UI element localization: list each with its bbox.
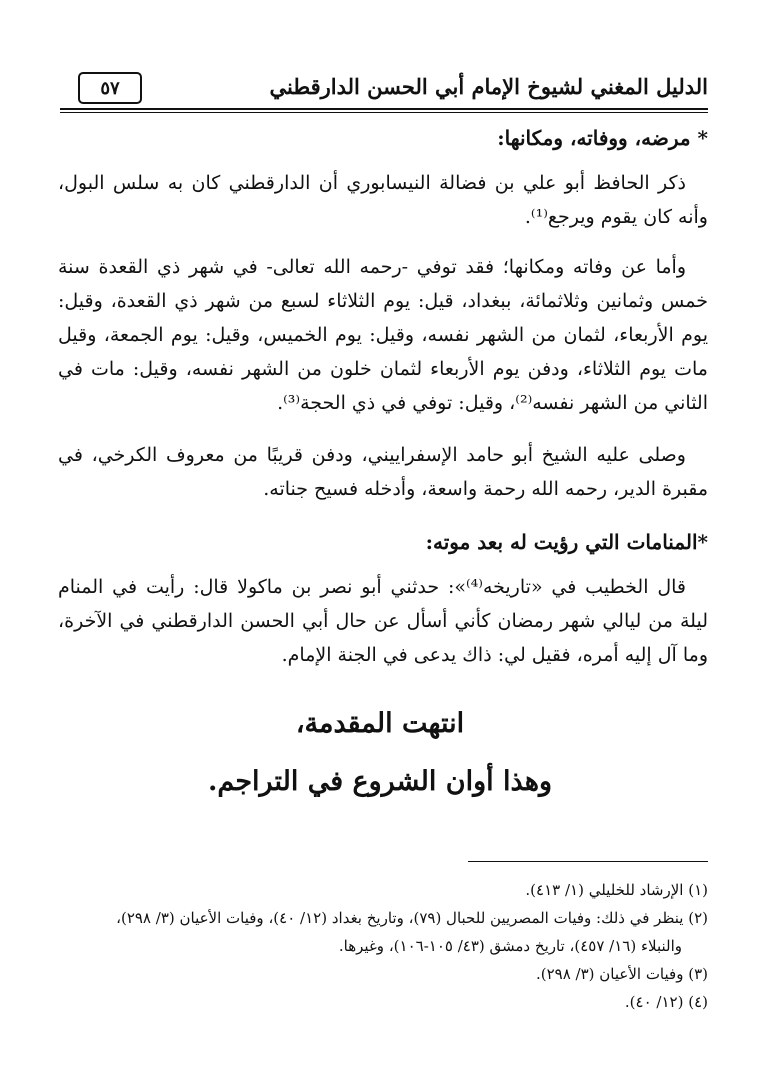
section-body-burial — [58, 438, 708, 506]
header-rule-thin — [60, 112, 708, 113]
section-heading-illness-death: * مرضه، ووفاته، ومكانها: — [497, 126, 708, 150]
header-rule — [60, 108, 708, 110]
section-body-death-date — [58, 250, 708, 420]
footnote-2: (٢) ينظر في ذلك: وفيات المصريين للحبال (٧٩)، وتاريخ بغداد (١٢/ ٤٠)، وفيات الأعيان (٣/ ٢٩٨)، — [116, 909, 708, 927]
section-heading-dreams: *المنامات التي رؤيت له بعد موته: — [425, 530, 708, 554]
closing-line-2: وهذا أوان الشروع في التراجم. — [207, 766, 553, 797]
closing-line-1: انتهت المقدمة، — [295, 708, 465, 739]
running-header — [60, 70, 708, 110]
running-header-title: الدليل المغني لشيوخ الإمام أبي الحسن الدارقطني — [269, 74, 708, 99]
footnote-4: (٤) (١٢/ ٤٠). — [624, 993, 708, 1011]
footnotes — [48, 876, 708, 1016]
section-body-illness-death — [58, 166, 708, 234]
page-number: ٥٧ — [100, 77, 120, 99]
paragraph: ذكر الحافظ أبو علي بن فضالة النيسابوري أن الدارقطني كان به سلس البول، وأنه كان يقوم ويرجع⁽¹⁾. — [58, 172, 708, 228]
paragraph: قال الخطيب في «تاريخه⁽⁴⁾»: حدثني أبو نصر بن ماكولا قال: رأيت في المنام ليلة من ليالي شهر رمضان كأني أسأل عن حال أبي الحسن الدارقطني في الآخرة، وما آل إليه أمره، فقيل لي: ذاك يدعى في الجنة الإمام. — [58, 576, 708, 666]
footnote-separator — [468, 861, 708, 862]
page-number-box — [78, 72, 142, 104]
footnote-1: (١) الإرشاد للخليلي (١/ ٤١٣). — [525, 881, 708, 899]
section-body-dreams — [58, 570, 708, 672]
paragraph: وصلى عليه الشيخ أبو حامد الإسفراييني، ودفن قريبًا من معروف الكرخي، في مقبرة الدير، رحمه الله رحمة واسعة، وأدخله فسيح جناته. — [58, 444, 708, 500]
footnote-3: (٣) وفيات الأعيان (٣/ ٢٩٨). — [535, 965, 708, 983]
footnote-2-continued: والنبلاء (١٦/ ٤٥٧)، تاريخ دمشق (٤٣/ ١٠٥-١٠٦)، وغيرها. — [338, 937, 682, 955]
paragraph: وأما عن وفاته ومكانها؛ فقد توفي -رحمه الله تعالى- في شهر ذي القعدة سنة خمس وثمانين وثلاثمائة، ببغداد، قيل: يوم الثلاثاء لسبع من شهر ذي القعدة، وقيل: يوم الأربعاء، لثمان من الشهر نفسه، وقيل: يوم الخميس، وقيل: يوم الجمعة، وقيل مات يوم الثلاثاء، ودفن يوم الأربعاء لثمان خلون من الشهر نفسه، وقيل: مات في الثاني من الشهر نفسه⁽²⁾، وقيل: توفي في ذي الحجة⁽³⁾. — [58, 256, 708, 414]
